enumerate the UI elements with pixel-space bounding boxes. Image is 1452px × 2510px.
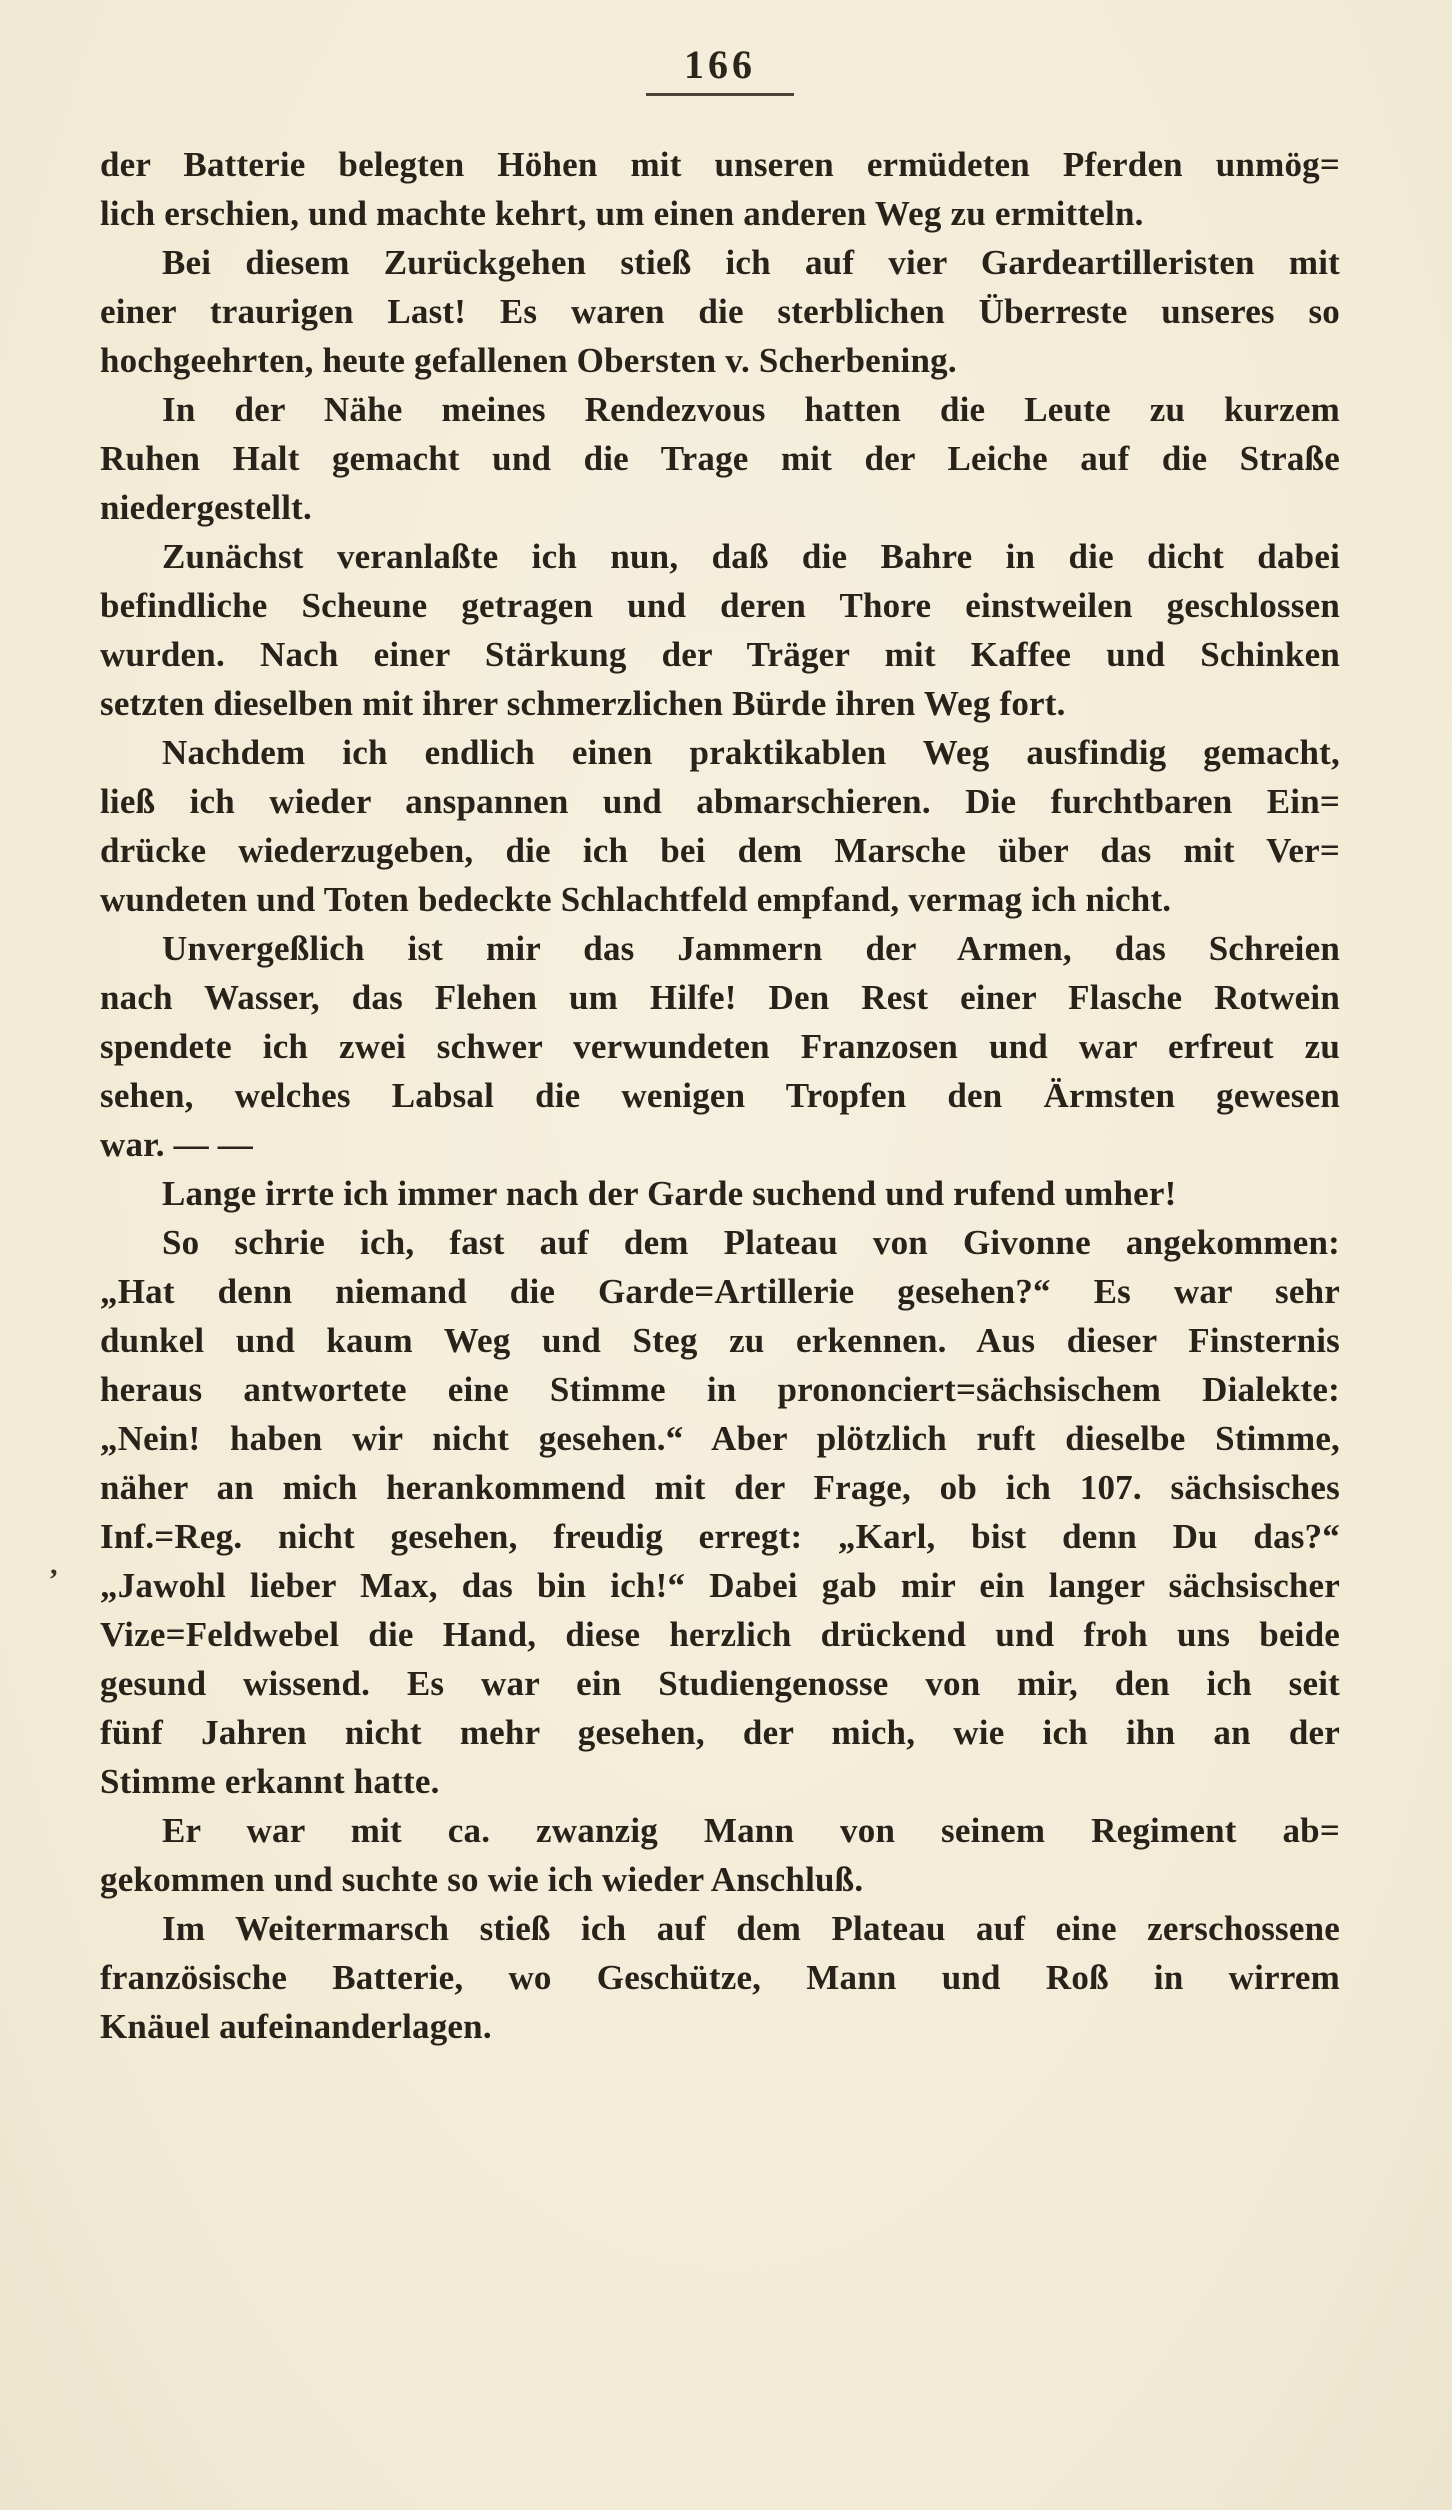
text-line: befindliche Scheune getragen und deren Thore einstweilen geschlossen [100, 586, 1340, 625]
text-line: Ruhen Halt gemacht und die Trage mit der Leiche auf die Straße [100, 439, 1340, 478]
page-number-rule [646, 93, 794, 96]
text-line: heraus antwortete eine Stimme in prononciert=sächsischem Dialekte: [100, 1370, 1340, 1409]
text-line: So schrie ich, fast auf dem Plateau von Givonne angekommen: [162, 1223, 1340, 1262]
text-line: Im Weitermarsch stieß ich auf dem Plateau auf eine zerschossene [162, 1909, 1340, 1948]
text-line: war. — — [100, 1125, 253, 1164]
text-line: spendete ich zwei schwer verwundeten Franzosen und war erfreut zu [100, 1027, 1340, 1066]
text-line: Lange irrte ich immer nach der Garde suchend und rufend umher! [162, 1174, 1177, 1213]
text-line: wurden. Nach einer Stärkung der Träger mit Kaffee und Schinken [100, 635, 1340, 674]
paragraph [100, 385, 1340, 532]
text-line: fünf Jahren nicht mehr gesehen, der mich, wie ich ihn an der [100, 1713, 1340, 1752]
text-line: hochgeehrten, heute gefallenen Obersten v. Scherbening. [100, 341, 957, 380]
text-line: gesund wissend. Es war ein Studiengenosse von mir, den ich seit [100, 1664, 1340, 1703]
text-line: „Jawohl lieber Max, das bin ich!“ Dabei gab mir ein langer sächsischer [100, 1566, 1340, 1605]
paragraph [100, 140, 1340, 238]
text-line: setzten dieselben mit ihrer schmerzlichen Bürde ihren Weg fort. [100, 684, 1066, 723]
text-line: einer traurigen Last! Es waren die sterblichen Überreste unseres so [100, 292, 1340, 331]
text-line: Zunächst veranlaßte ich nun, daß die Bahre in die dicht dabei [162, 537, 1340, 576]
text-line: Bei diesem Zurückgehen stieß ich auf vier Gardeartilleristen mit [162, 243, 1340, 282]
paragraph [100, 238, 1340, 385]
text-line: nach Wasser, das Flehen um Hilfe! Den Rest einer Flasche Rotwein [100, 978, 1340, 1017]
ink-speck: , [50, 1548, 58, 1581]
text-line: Vize=Feldwebel die Hand, diese herzlich drückend und froh uns beide [100, 1615, 1340, 1654]
paragraph [100, 1904, 1340, 2051]
text-line: „Hat denn niemand die Garde=Artillerie gesehen?“ Es war sehr [100, 1272, 1340, 1311]
text-line: niedergestellt. [100, 488, 312, 527]
text-line: drücke wiederzugeben, die ich bei dem Marsche über das mit Ver= [100, 831, 1340, 870]
text-line: Er war mit ca. zwanzig Mann von seinem Regiment ab= [162, 1811, 1340, 1850]
text-line: ließ ich wieder anspannen und abmarschieren. Die furchtbaren Ein= [100, 782, 1340, 821]
text-line: gekommen und suchte so wie ich wieder Anschluß. [100, 1860, 864, 1899]
page-number: 166 [684, 42, 756, 87]
text-line: Knäuel aufeinanderlagen. [100, 2007, 492, 2046]
text-line: sehen, welches Labsal die wenigen Tropfen den Ärmsten gewesen [100, 1076, 1340, 1115]
text-line: Unvergeßlich ist mir das Jammern der Armen, das Schreien [162, 929, 1340, 968]
text-line: der Batterie belegten Höhen mit unseren ermüdeten Pferden unmög= [100, 145, 1340, 184]
text-line: wundeten und Toten bedeckte Schlachtfeld empfand, vermag ich nicht. [100, 880, 1172, 919]
text-line: lich erschien, und machte kehrt, um einen anderen Weg zu ermitteln. [100, 194, 1144, 233]
paragraph [100, 532, 1340, 728]
text-line: dunkel und kaum Weg und Steg zu erkennen. Aus dieser Finsternis [100, 1321, 1340, 1360]
page-header [100, 42, 1340, 96]
paragraph [100, 924, 1340, 1169]
text-line: „Nein! haben wir nicht gesehen.“ Aber plötzlich ruft dieselbe Stimme, [100, 1419, 1340, 1458]
paragraph [100, 728, 1340, 924]
paragraph [100, 1169, 1340, 1218]
text-line: näher an mich herankommend mit der Frage, ob ich 107. sächsisches [100, 1468, 1340, 1507]
text-line: In der Nähe meines Rendezvous hatten die Leute zu kurzem [162, 390, 1340, 429]
text-line: Inf.=Reg. nicht gesehen, freudig erregt: „Karl, bist denn Du das?“ [100, 1517, 1340, 1556]
text-line: Stimme erkannt hatte. [100, 1762, 440, 1801]
page-text [100, 140, 1340, 2051]
paragraph [100, 1806, 1340, 1904]
text-line: französische Batterie, wo Geschütze, Mann und Roß in wirrem [100, 1958, 1340, 1997]
paragraph [100, 1218, 1340, 1806]
text-line: Nachdem ich endlich einen praktikablen Weg ausfindig gemacht, [162, 733, 1340, 772]
